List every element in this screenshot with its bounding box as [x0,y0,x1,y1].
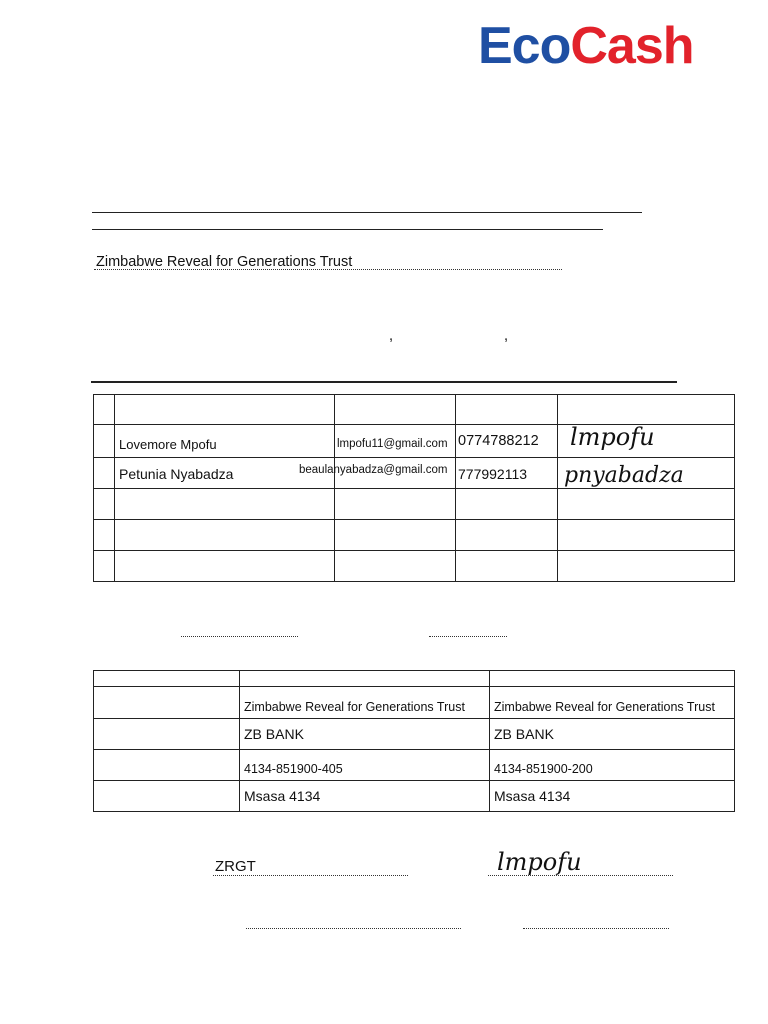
row-label-cell [94,687,240,719]
table-row [94,781,735,812]
bank-accounts-table [93,670,735,812]
signatory-name: Petunia Nyabadza [115,458,335,489]
account-name-2: Zimbabwe Reveal for Generations Trust [490,687,735,719]
logo-eco-text: Eco [478,17,571,75]
organization-name: Zimbabwe Reveal for Generations Trust [96,254,353,270]
footer-stamp-text: ZRGT [215,858,256,875]
empty-cell [94,520,115,551]
empty-cell [115,489,335,520]
footer-signature-dotted-line [488,875,673,876]
signatory-phone: 0774788212 [456,425,558,458]
comma-mark-2: , [504,328,509,344]
account-name-1: Zimbabwe Reveal for Generations Trust [240,687,490,719]
table-header-row [94,395,735,425]
signature-cell [558,458,735,489]
signatories-table [93,394,735,582]
bank-name-2: ZB BANK [490,719,735,750]
empty-cell [558,489,735,520]
empty-cell [94,551,115,582]
table-row [94,520,735,551]
header-cell [94,671,240,687]
signatory-phone: 777992113 [456,458,558,489]
empty-cell [456,489,558,520]
header-cell [456,395,558,425]
blank-line-2 [92,229,603,230]
section-divider [91,381,677,383]
logo-cash-text: Cash [570,17,694,75]
header-cell [94,395,115,425]
header-cell [115,395,335,425]
empty-cell [456,520,558,551]
footer-stamp-dotted-line [213,875,408,876]
date-dotted-line-2 [429,636,507,637]
table-row [94,687,735,719]
empty-cell [456,551,558,582]
table-row [94,551,735,582]
header-cell [240,671,490,687]
row-label-cell [94,750,240,781]
footer-dotted-line-4 [523,928,669,929]
empty-cell [335,520,456,551]
header-cell [335,395,456,425]
empty-cell [115,520,335,551]
organization-name-dotted-line [94,269,562,270]
signature-lmpofu: lmpofu [570,423,655,451]
signatory-name: Lovemore Mpofu [115,425,335,458]
row-label-cell [94,719,240,750]
empty-cell [335,489,456,520]
table-row [94,750,735,781]
signature-cell [558,425,735,458]
row-number-cell [94,425,115,458]
footer-signature: lmpofu [497,848,582,876]
empty-cell [115,551,335,582]
empty-cell [558,551,735,582]
table-row [94,719,735,750]
signatory-email: beaulanyabadza@gmail.com [335,458,456,489]
comma-mark-1: , [389,328,394,344]
row-label-cell [94,781,240,812]
signatory-email: lmpofu11@gmail.com [335,425,456,458]
header-cell [490,671,735,687]
bank-table-header-row [94,671,735,687]
date-dotted-line-1 [181,636,298,637]
header-cell [558,395,735,425]
table-row [94,489,735,520]
signature-pnyabadza: pnyabadza [564,462,684,488]
empty-cell [335,551,456,582]
table-row [94,425,735,458]
ecocash-logo [478,14,694,78]
branch-2: Msasa 4134 [490,781,735,812]
empty-cell [94,489,115,520]
bank-name-1: ZB BANK [240,719,490,750]
table-row [94,458,735,489]
row-number-cell [94,458,115,489]
account-number-2: 4134-851900-200 [490,750,735,781]
branch-1: Msasa 4134 [240,781,490,812]
footer-dotted-line-3 [246,928,461,929]
account-number-1: 4134-851900-405 [240,750,490,781]
blank-line-1 [92,212,642,213]
empty-cell [558,520,735,551]
